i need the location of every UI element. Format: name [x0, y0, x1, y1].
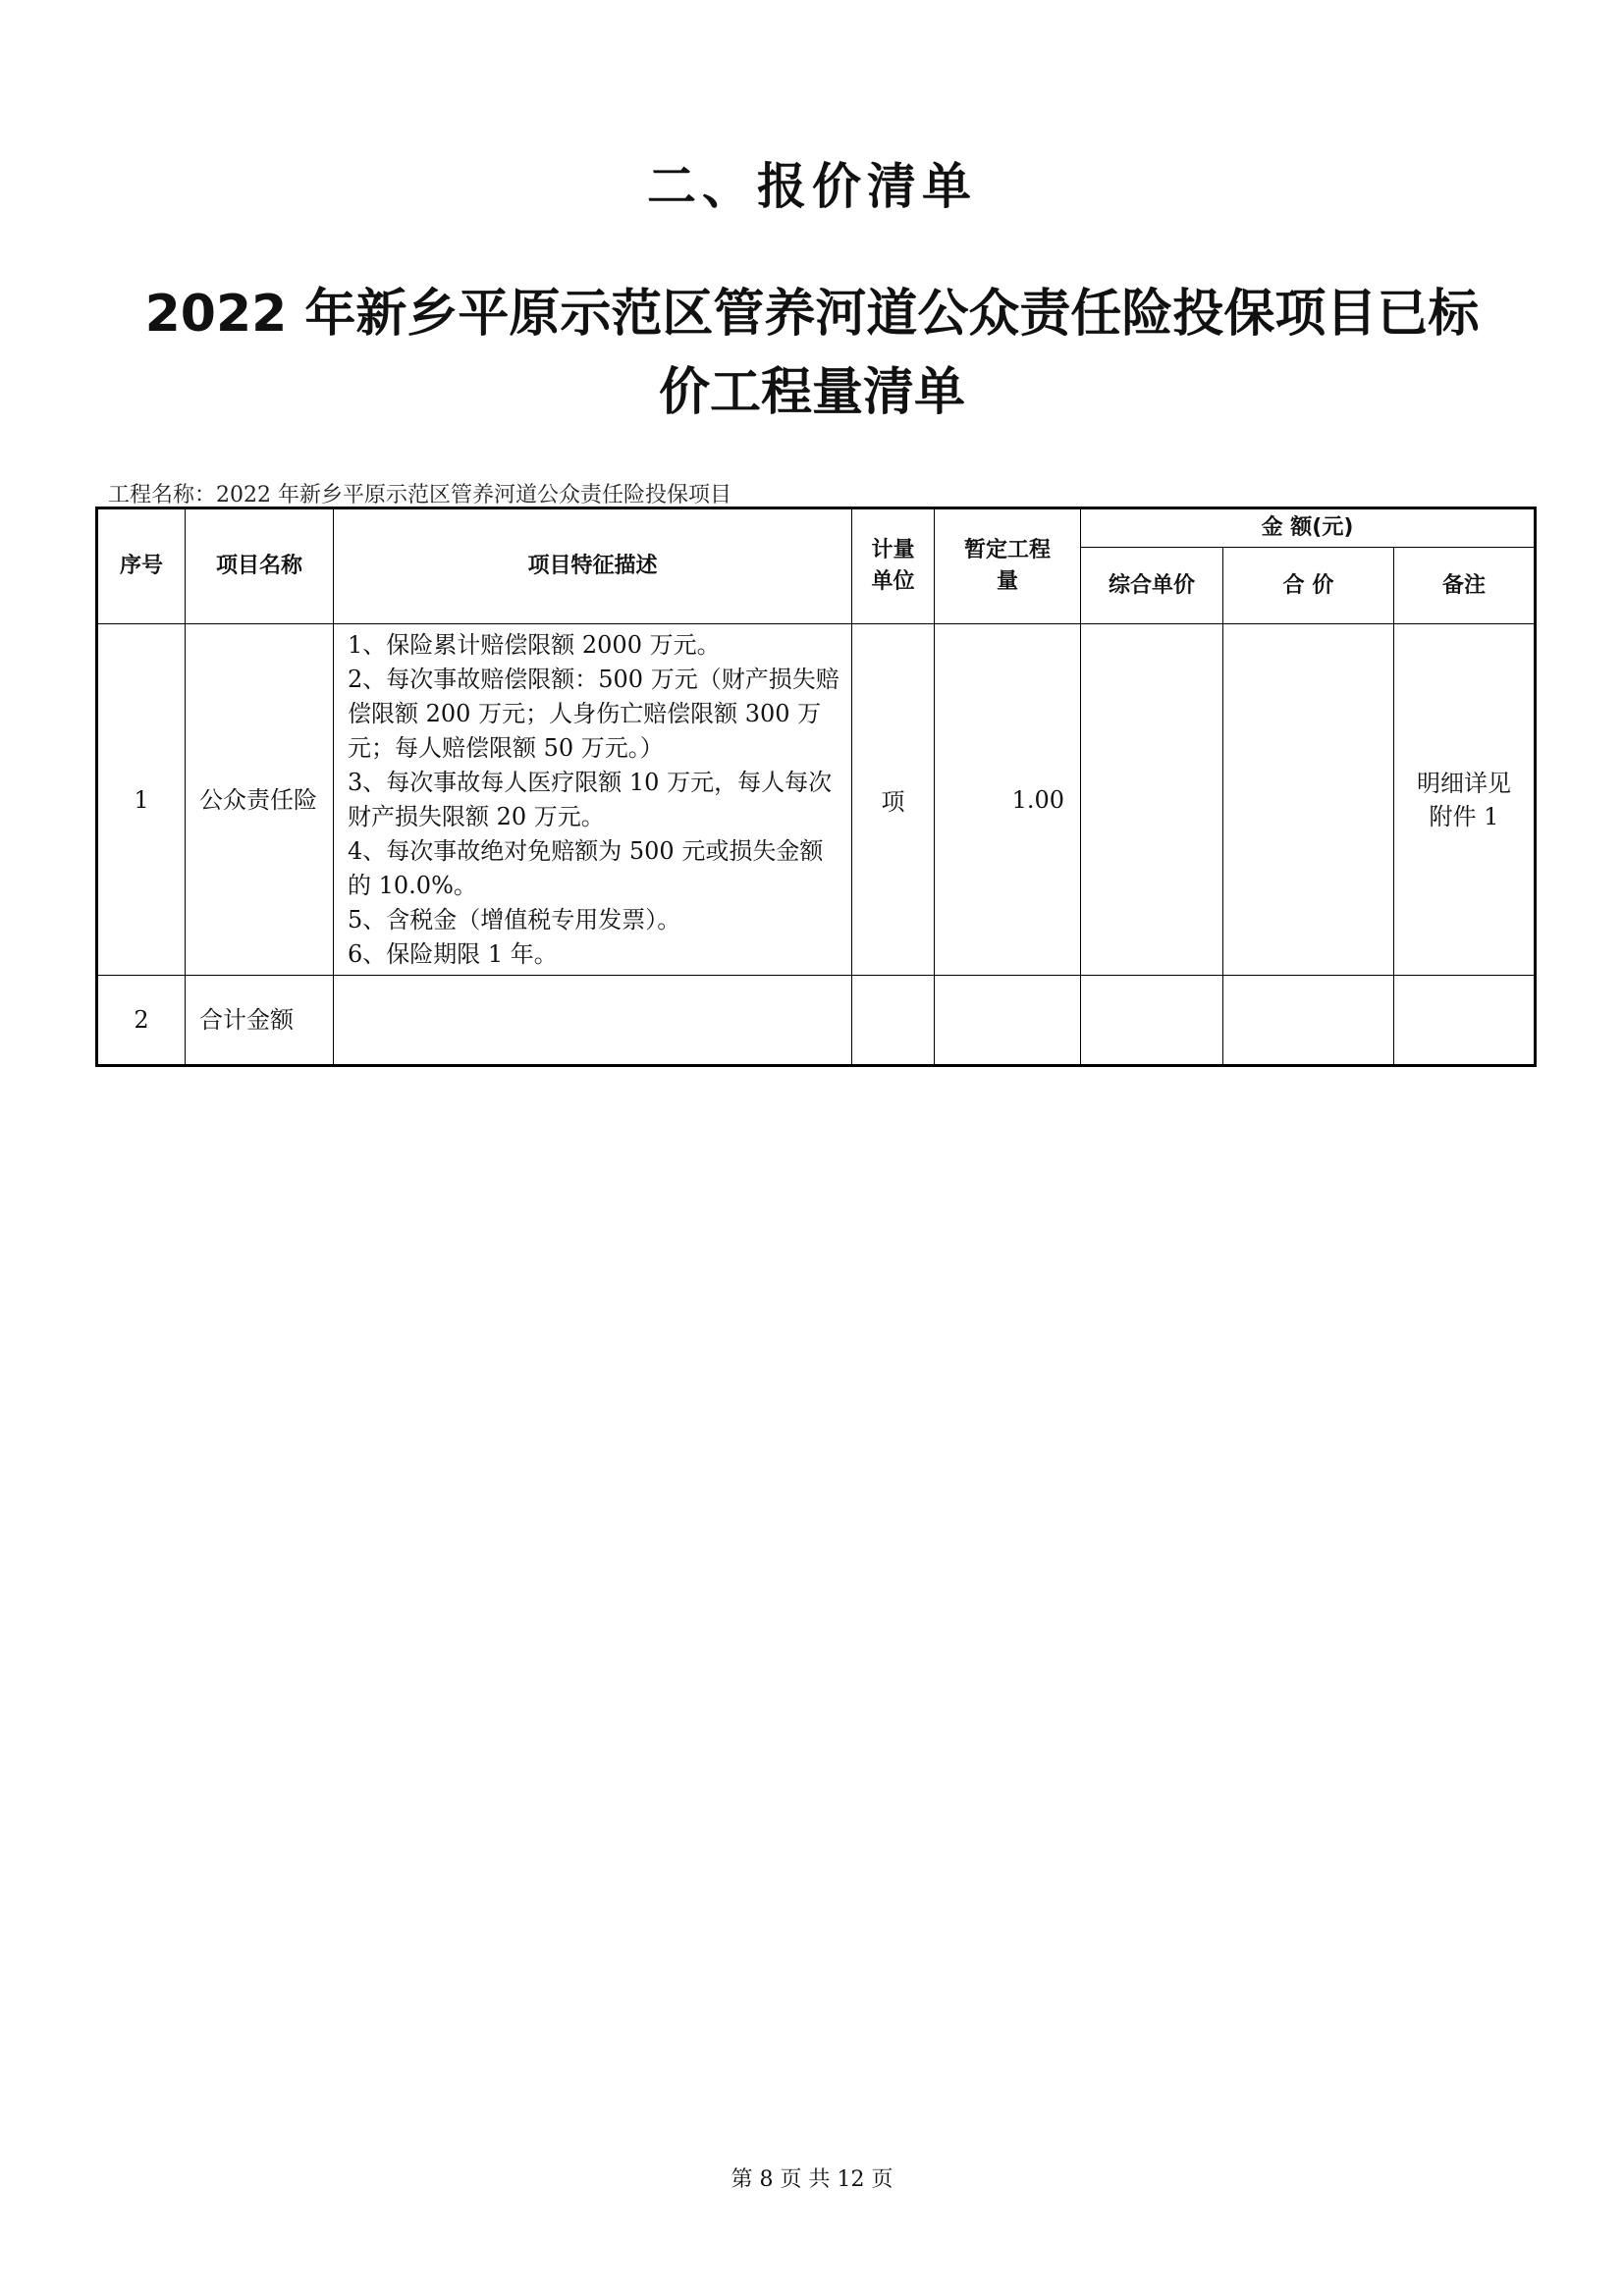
document-title [79, 275, 1545, 432]
cell-remark [1394, 976, 1536, 1066]
cell-seq: 1 [97, 624, 186, 976]
header-unit-price: 综合单价 [1081, 548, 1223, 624]
header-total: 合 价 [1223, 548, 1394, 624]
bill-of-quantities-table [95, 507, 1537, 1067]
cell-description [334, 624, 852, 976]
cell-item-name: 公众责任险 [186, 624, 334, 976]
document-title-line-2: 价工程量清单 [658, 363, 965, 422]
header-remark: 备注 [1394, 548, 1536, 624]
header-row-1 [97, 508, 1536, 548]
cell-quantity: 1.00 [935, 624, 1081, 976]
cell-unit: 项 [852, 624, 935, 976]
description-line: 1、保险累计赔偿限额 2000 万元。 [348, 631, 721, 659]
cell-description [334, 976, 852, 1066]
description-line: 5、含税金（增值税专用发票）。 [348, 906, 681, 934]
document-title-line-1: 2022 年新乡平原示范区管养河道公众责任险投保项目已标 [144, 285, 1480, 344]
header-unit: 计量单位 [852, 508, 935, 624]
header-quantity: 暂定工程量 [935, 508, 1081, 624]
description-line: 4、每次事故绝对免赔额为 500 元或损失金额的 10.0%。 [348, 837, 824, 899]
header-amount-group: 金 额(元) [1081, 508, 1536, 548]
header-description: 项目特征描述 [334, 508, 852, 624]
cell-total [1223, 624, 1394, 976]
cell-unit [852, 976, 935, 1066]
description-line: 2、每次事故赔偿限额：500 万元（财产损失赔偿限额 200 万元；人身伤亡赔偿限额 300 万元；每人赔偿限额 50 万元。） [348, 666, 839, 762]
cell-quantity [935, 976, 1081, 1066]
cell-remark: 明细详见附件 1 [1394, 624, 1536, 976]
header-seq: 序号 [97, 508, 186, 624]
header-item-name: 项目名称 [186, 508, 334, 624]
page-footer: 第 8 页 共 12 页 [731, 2167, 893, 2192]
table-row [97, 976, 1536, 1066]
description-line: 3、每次事故每人医疗限额 10 万元，每人每次财产损失限额 20 万元。 [348, 769, 833, 830]
cell-total [1223, 976, 1394, 1066]
cell-unit-price [1081, 976, 1223, 1066]
section-title: 二、报价清单 [647, 158, 977, 215]
table-row [97, 624, 1536, 976]
cell-seq: 2 [97, 976, 186, 1066]
description-line: 6、保险期限 1 年。 [348, 940, 558, 968]
cell-item-name: 合计金额 [186, 976, 334, 1066]
cell-unit-price [1081, 624, 1223, 976]
project-name-line: 工程名称：2022 年新乡平原示范区管养河道公众责任险投保项目 [108, 483, 731, 507]
